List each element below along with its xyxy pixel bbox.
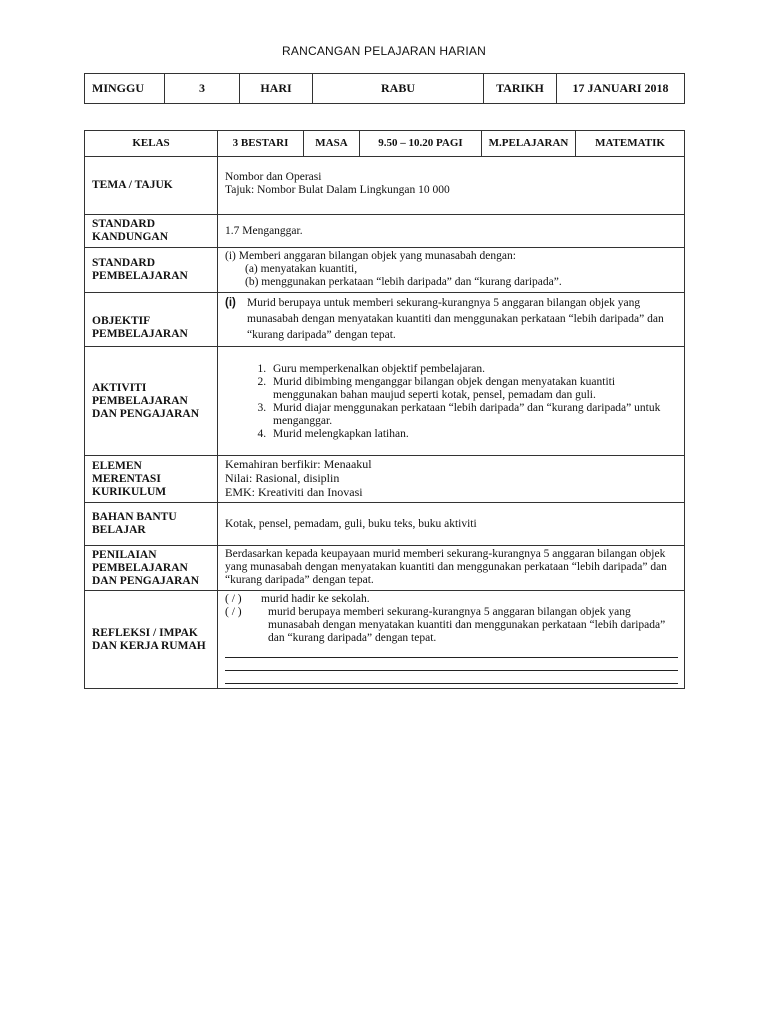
tarikh-value: 17 JANUARI 2018 [557, 74, 685, 104]
elemen-label-2: MERENTASI [92, 472, 161, 485]
bahan-row [85, 503, 685, 546]
objektif-label [85, 293, 218, 347]
minggu-value: 3 [165, 74, 240, 104]
masa-value: 9.50 – 10.20 PAGI [360, 131, 482, 157]
tema-row [85, 157, 685, 215]
sp-line3: (b) menggunakan perkataan “lebih daripada” dan “kurang daripada”. [245, 276, 562, 288]
penilaian-label [85, 546, 218, 591]
tema-content [218, 157, 685, 215]
bahan-label-2: BELAJAR [92, 524, 146, 536]
elemen-line3: EMK: Kreativiti dan Inovasi [225, 485, 363, 499]
refleksi-label [85, 591, 218, 689]
penilaian-label-3: DAN PENGAJARAN [92, 574, 200, 587]
hari-label: HARI [240, 74, 313, 104]
standard-kandungan-label-1: STANDARD [92, 218, 156, 230]
penilaian-text: Berdasarkan kepada keupayaan murid memberi sekurang-kurangnya 5 anggaran bilangan objek yang munasabah dengan menyatakan kuantiti dan menggunakan perkataan “lebih daripada” dan “kurang daripada” dengan tepat. [218, 546, 685, 591]
elemen-label [85, 456, 218, 503]
aktiviti-list [225, 363, 678, 441]
elemen-row [85, 456, 685, 503]
standard-pembelajaran-label [85, 248, 218, 293]
elemen-line1: Kemahiran berfikir: Menaakul [225, 457, 372, 471]
standard-pembelajaran-row [85, 248, 685, 293]
standard-pembelajaran-label-1: STANDARD [92, 257, 156, 269]
penilaian-row [85, 546, 685, 591]
refleksi-item-2 [225, 606, 678, 645]
list-item: 4. Murid melengkapkan latihan. [269, 428, 678, 441]
tema-line1: Nombor dan Operasi [225, 171, 322, 183]
refleksi-content [218, 591, 685, 689]
checkbox-marker: ( / ) [225, 606, 242, 618]
objektif-text: Murid berupaya untuk memberi sekurang-kurangnya 5 anggaran bilangan objek yang munasabah dengan menyatakan kuantiti dan menggunakan perkataan “lebih daripada” dan “kurang daripada” dengan tepat. [247, 297, 664, 341]
answer-line[interactable] [225, 657, 678, 658]
list-item: 2. Murid dibimbing menganggar bilangan objek dengan menyatakan kuantiti menggunakan bahan maujud seperti kotak, pensel, pemadam dan guli. [269, 376, 678, 402]
aktiviti-content [218, 347, 685, 456]
masa-label: MASA [304, 131, 360, 157]
standard-kandungan-label-2: KANDUNGAN [92, 231, 169, 243]
objektif-content [218, 293, 685, 347]
hari-value: RABU [313, 74, 484, 104]
list-item: 3. Murid diajar menggunakan perkataan “lebih daripada” dan “kurang daripada” untuk menganggar. [269, 402, 678, 428]
penilaian-label-1: PENILAIAN [92, 548, 157, 561]
elemen-label-3: KURIKULUM [92, 485, 167, 498]
aktiviti-label [85, 347, 218, 456]
bahan-label [85, 503, 218, 546]
standard-pembelajaran-label-2: PEMBELAJARAN [92, 270, 188, 282]
refleksi-label-2: DAN KERJA RUMAH [92, 639, 206, 652]
objektif-label-2: PEMBELAJARAN [92, 328, 188, 340]
refleksi-label-1: REFLEKSI / IMPAK [92, 626, 198, 639]
penilaian-label-2: PEMBELAJARAN [92, 561, 188, 574]
list-item: 1. Guru memperkenalkan objektif pembelajaran. [269, 363, 678, 376]
refleksi-row [85, 591, 685, 689]
objektif-label-1: OBJEKTIF [92, 315, 151, 327]
mp-label: M.PELAJARAN [482, 131, 576, 157]
aktiviti-row [85, 347, 685, 456]
page-title: RANCANGAN PELAJARAN HARIAN [282, 44, 486, 58]
answer-lines [225, 657, 678, 684]
header-table [84, 73, 685, 104]
checkbox-marker: ( / ) [225, 593, 242, 605]
lesson-plan-table [84, 130, 685, 689]
objektif-row [85, 293, 685, 347]
refleksi-text-1: murid hadir ke sekolah. [261, 593, 370, 605]
answer-line[interactable] [225, 670, 678, 671]
elemen-line2: Nilai: Rasional, disiplin [225, 471, 340, 485]
objektif-marker: (i) [225, 297, 236, 309]
elemen-content [218, 456, 685, 503]
tema-label: TEMA / TAJUK [85, 157, 218, 215]
refleksi-text-2: murid berupaya memberi sekurang-kurangnya 5 anggaran bilangan objek yang munasabah dengan menyatakan kuantiti dan menggunakan perkataan “lebih daripada” dan “kurang daripada” dengan tepat. [268, 606, 666, 644]
minggu-label: MINGGU [85, 74, 165, 104]
aktiviti-label-3: DAN PENGAJARAN [92, 407, 200, 420]
mp-value: MATEMATIK [576, 131, 685, 157]
standard-kandungan-label [85, 215, 218, 248]
bahan-text: Kotak, pensel, pemadam, guli, buku teks, buku aktiviti [218, 503, 685, 546]
tema-line2: Tajuk: Nombor Bulat Dalam Lingkungan 10 000 [225, 184, 450, 196]
elemen-label-1: ELEMEN [92, 459, 142, 472]
aktiviti-label-2: PEMBELAJARAN [92, 394, 188, 407]
sp-line1: (i) Memberi anggaran bilangan objek yang munasabah dengan: [225, 250, 516, 262]
kelas-value: 3 BESTARI [218, 131, 304, 157]
kelas-label: KELAS [85, 131, 218, 157]
answer-line[interactable] [225, 683, 678, 684]
aktiviti-label-1: AKTIVITI [92, 381, 147, 394]
sp-line2: (a) menyatakan kuantiti, [245, 263, 358, 275]
standard-pembelajaran-content [218, 248, 685, 293]
class-row [85, 131, 685, 157]
bahan-label-1: BAHAN BANTU [92, 511, 177, 523]
tarikh-label: TARIKH [484, 74, 557, 104]
refleksi-item-1 [225, 593, 678, 606]
standard-kandungan-text: 1.7 Menganggar. [218, 215, 685, 248]
standard-kandungan-row [85, 215, 685, 248]
